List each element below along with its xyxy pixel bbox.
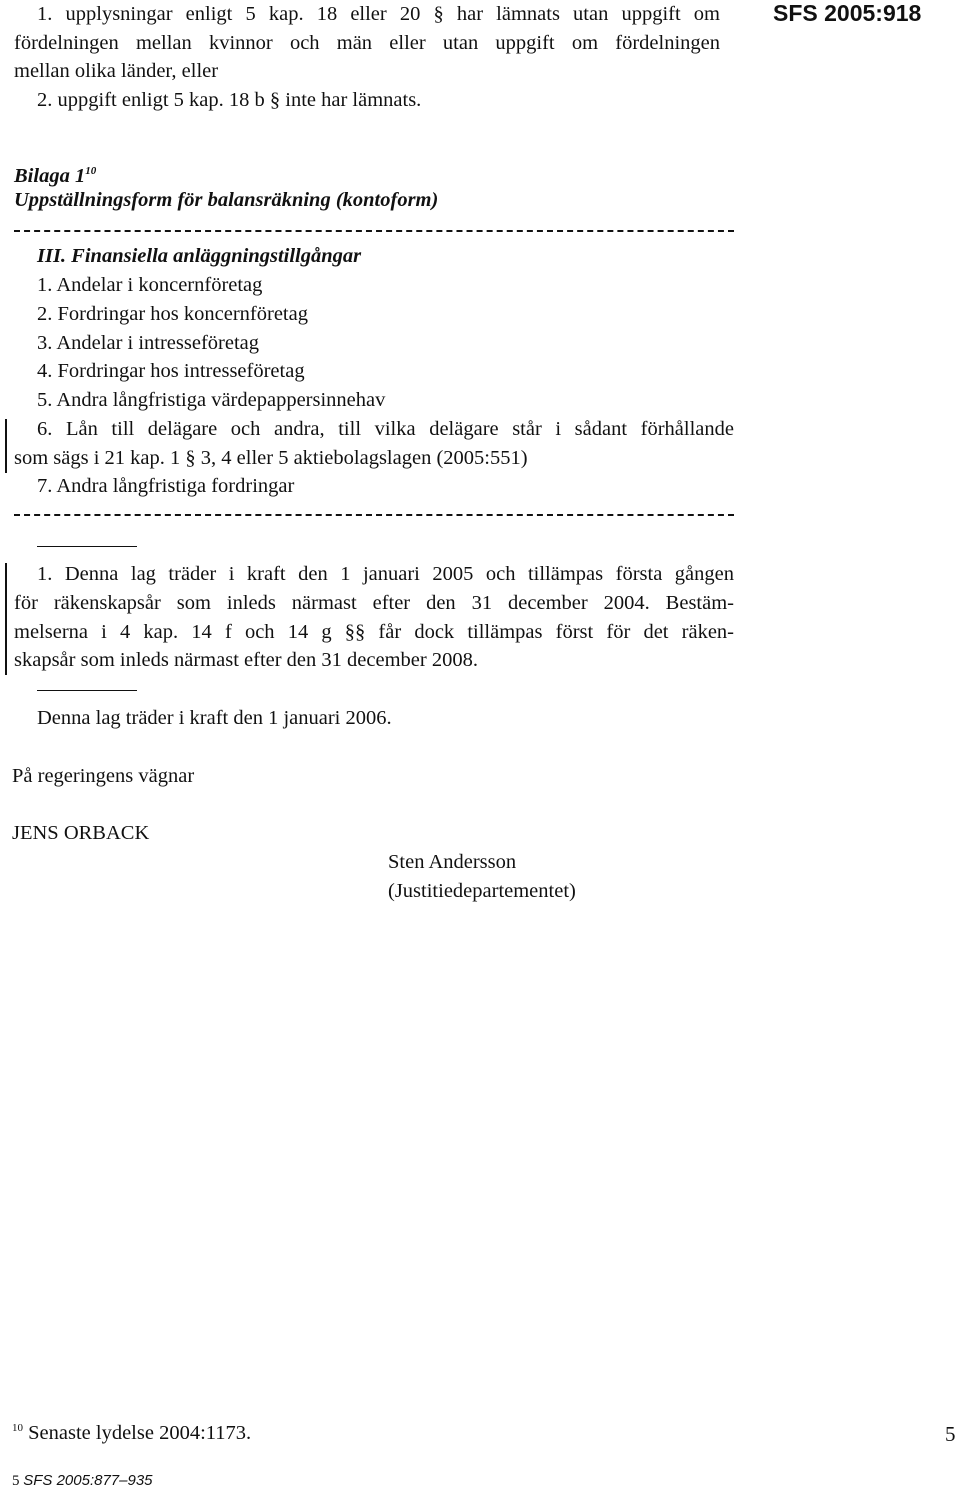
signatory-1: JENS ORBACK bbox=[12, 822, 150, 844]
dashed-divider-top bbox=[14, 230, 734, 232]
transition-line-4: skapsår som inleds närmast efter den 31 december 2008. bbox=[14, 649, 478, 671]
item-3: 3. Andelar i intresseföretag bbox=[37, 332, 260, 354]
header-line-3: mellan olika länder, eller bbox=[14, 60, 219, 82]
footer-page: 5 bbox=[12, 1473, 20, 1489]
footer bbox=[12, 1470, 153, 1492]
page-number: 5 bbox=[945, 1422, 956, 1446]
header-line-1: 1. upplysningar enligt 5 kap. 18 eller 20 § har lämnats utan uppgift om bbox=[37, 3, 720, 25]
department: (Justitiedepartementet) bbox=[388, 880, 576, 902]
rule-2 bbox=[37, 690, 137, 691]
footnote-number: 10 bbox=[12, 1422, 23, 1434]
appendix-subtitle: Uppställningsform för balansräkning (kontoform) bbox=[14, 189, 439, 211]
footnote-text: Senaste lydelse 2004:1173. bbox=[28, 1421, 252, 1444]
transition-line-1: 1. Denna lag träder i kraft den 1 januari 2005 och tillämpas första gången bbox=[37, 563, 734, 585]
appendix-title-text: Bilaga 1 bbox=[14, 164, 86, 187]
signatory-2: Sten Andersson bbox=[388, 851, 517, 873]
item-2: 2. Fordringar hos koncernföretag bbox=[37, 303, 308, 325]
transition-line-3: melserna i 4 kap. 14 f och 14 g §§ får dock tillämpas först för det räken- bbox=[14, 621, 734, 643]
item-7: 7. Andra långfristiga fordringar bbox=[37, 475, 295, 497]
footer-ref: SFS 2005:877–935 bbox=[23, 1472, 153, 1489]
item-4: 4. Fordringar hos intresseföretag bbox=[37, 360, 305, 382]
item-1: 1. Andelar i koncernföretag bbox=[37, 274, 263, 296]
on-behalf: På regeringens vägnar bbox=[12, 765, 195, 787]
transition-line-2: för räkenskapsår som inleds närmast efter den 31 december 2004. Bestäm- bbox=[14, 592, 734, 614]
item-6-cont: som sägs i 21 kap. 1 § 3, 4 eller 5 aktiebolagslagen (2005:551) bbox=[14, 447, 528, 469]
change-bar bbox=[5, 563, 7, 675]
item-6: 6. Lån till delägare och andra, till vilka delägare står i sådant förhållande bbox=[37, 418, 734, 440]
header-line-2: fördelningen mellan kvinnor och män eller utan uppgift om fördelningen bbox=[14, 32, 720, 54]
item-5: 5. Andra långfristiga värdepappersinnehav bbox=[37, 389, 386, 411]
change-bar bbox=[5, 419, 7, 473]
sfs-number: SFS 2005:918 bbox=[773, 0, 922, 26]
section-heading: III. Finansiella anläggningstillgångar bbox=[37, 245, 362, 267]
appendix-title bbox=[14, 157, 96, 190]
effective-date: Denna lag träder i kraft den 1 januari 2006. bbox=[37, 707, 392, 729]
rule-1 bbox=[37, 546, 137, 547]
dashed-divider-bottom bbox=[14, 514, 734, 516]
footnote-ref: 10 bbox=[85, 165, 97, 177]
header-line-4: 2. uppgift enligt 5 kap. 18 b § inte har lämnats. bbox=[37, 89, 422, 111]
footnote bbox=[12, 1414, 251, 1447]
